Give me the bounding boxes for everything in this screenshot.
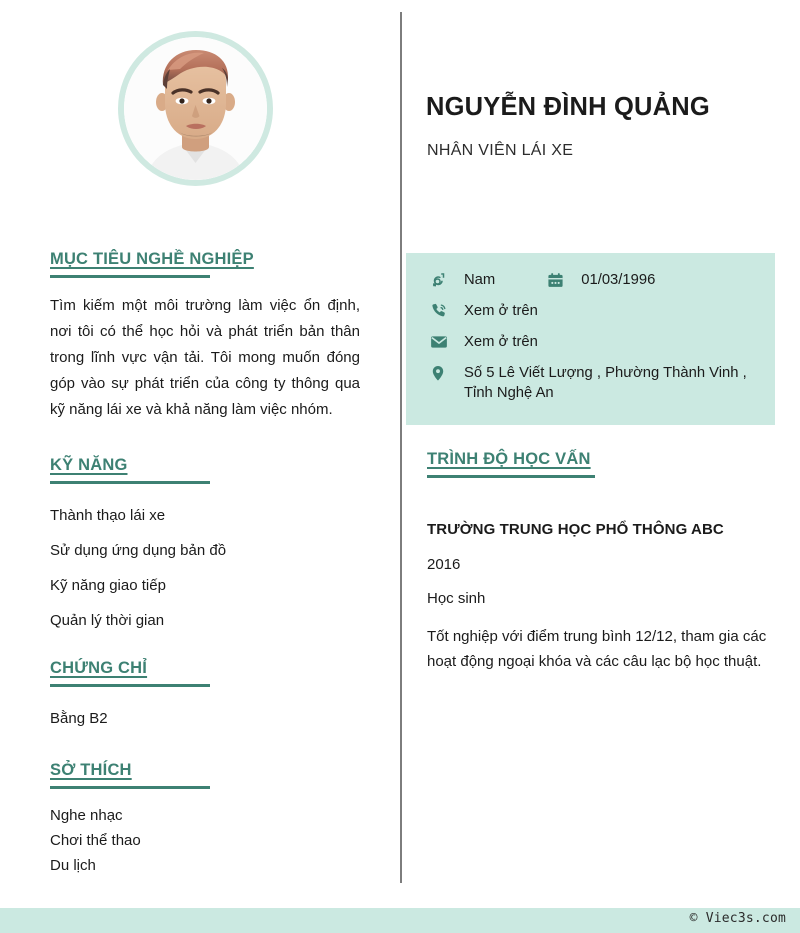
contact-row-gender-birthday (430, 270, 755, 290)
education-description: Tốt nghiệp với điểm trung bình 12/12, tham gia các hoạt động ngoại khóa và các câu lạc bộ học thuật. (427, 628, 767, 670)
skills-list (50, 498, 360, 638)
page-title: NGUYỄN ĐÌNH QUẢNG (426, 93, 710, 121)
education-school: TRƯỜNG TRUNG HỌC PHỔ THÔNG ABC (427, 521, 724, 538)
section-certificates (50, 659, 360, 736)
section-heading-hobbies: SỞ THÍCH (50, 761, 132, 779)
list-item: Quản lý thời gian (50, 612, 165, 629)
contact-row-email (430, 332, 755, 352)
birthday-value: 01/03/1996 (581, 272, 656, 288)
phone-value: Xem ở trên (464, 303, 538, 319)
heading-rule (50, 481, 210, 484)
contact-row-address (430, 363, 755, 403)
section-career-objective (50, 250, 360, 423)
contact-birthday (547, 270, 655, 290)
section-heading-certificates: CHỨNG CHỈ (50, 659, 148, 677)
calendar-icon (547, 270, 569, 290)
heading-rule (50, 275, 210, 278)
list-item: Nghe nhạc (50, 807, 123, 824)
list-item: Chơi thể thao (50, 832, 141, 849)
right-column (400, 0, 800, 900)
gender-icon (430, 270, 452, 290)
address-value: Số 5 Lê Viết Lượng , Phường Thành Vinh , Tỉnh Nghệ An (464, 365, 747, 401)
left-column (0, 0, 400, 900)
list-item: Kỹ năng giao tiếp (50, 577, 166, 594)
section-skills (50, 456, 360, 638)
hobbies-list (50, 803, 360, 878)
copyright-text: © Viec3s.com (689, 911, 786, 926)
section-heading-education: TRÌNH ĐỘ HỌC VẤN (427, 450, 591, 468)
envelope-icon (430, 332, 452, 352)
footer-bar (0, 908, 800, 933)
list-item: Bằng B2 (50, 710, 108, 727)
avatar-image (124, 37, 267, 180)
section-education (427, 450, 772, 674)
portrait-illustration (124, 37, 267, 180)
heading-rule (50, 684, 210, 687)
phone-icon (430, 301, 452, 321)
career-objective-text: Tìm kiếm một môi trường làm việc ổn định, nơi tôi có thể học hỏi và phát triển bản thân trong lĩnh vực vận tải. Tôi mong muốn đóng góp vào sự phát triển của công ty thông qua kỹ năng lái xe và khả năng làm việc nhóm. (50, 297, 360, 418)
list-item: Thành thạo lái xe (50, 507, 166, 524)
list-item: Du lịch (50, 857, 96, 874)
heading-rule (50, 786, 210, 789)
map-pin-icon (430, 363, 452, 383)
heading-rule (427, 475, 595, 478)
job-title: NHÂN VIÊN LÁI XE (427, 142, 574, 159)
left-sections (50, 250, 360, 878)
section-hobbies (50, 761, 360, 878)
contact-info-panel (406, 253, 775, 425)
avatar (118, 31, 273, 186)
education-role: Học sinh (427, 590, 486, 607)
certificates-list (50, 701, 360, 736)
education-year: 2016 (427, 556, 461, 573)
contact-row-phone (430, 301, 755, 321)
contact-gender (430, 270, 495, 290)
gender-value: Nam (464, 272, 496, 288)
section-heading-objective: MỤC TIÊU NGHỀ NGHIỆP (50, 250, 254, 268)
section-heading-skills: KỸ NĂNG (50, 456, 128, 474)
email-value: Xem ở trên (464, 334, 538, 350)
list-item: Sử dụng ứng dụng bản đồ (50, 542, 227, 559)
